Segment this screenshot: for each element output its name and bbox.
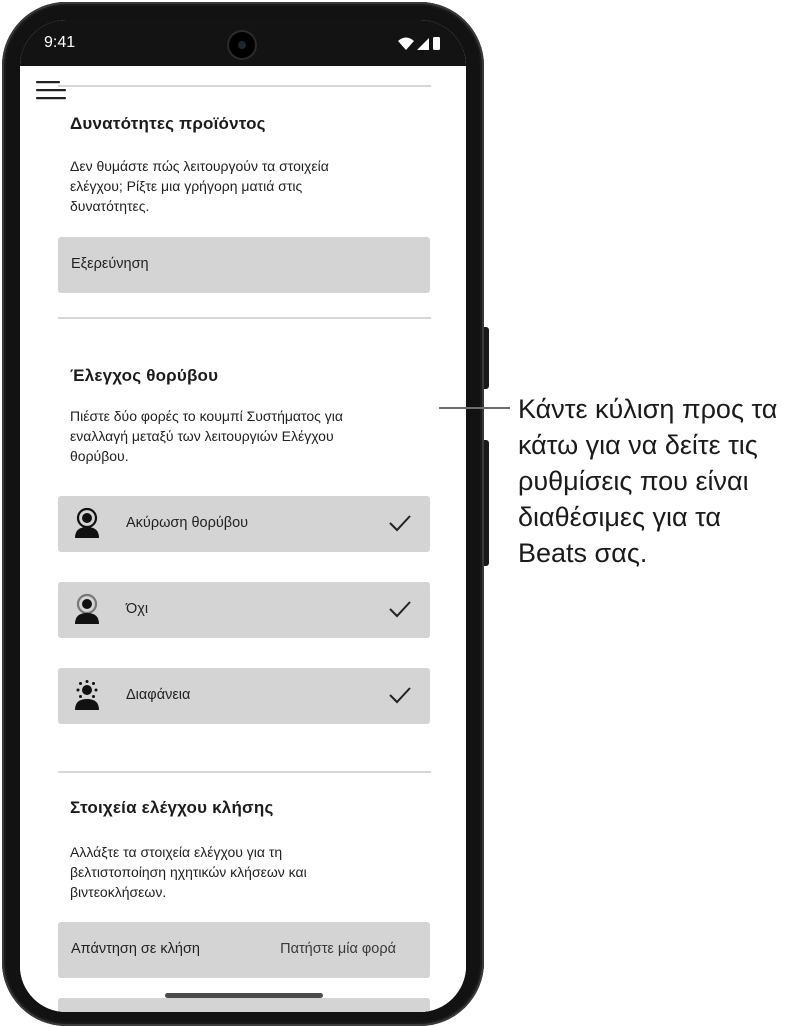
front-camera [229, 32, 255, 58]
battery-icon [433, 37, 440, 50]
transparency-icon [72, 679, 102, 711]
divider [58, 85, 431, 87]
noise-option-off[interactable] [58, 582, 430, 638]
status-icons [396, 35, 452, 53]
noise-off-icon [72, 593, 102, 625]
signal-icon [417, 38, 429, 50]
noise-option-transparency[interactable] [58, 668, 430, 724]
option-label: Ακύρωση θορύβου [126, 515, 249, 531]
wifi-icon [398, 38, 414, 51]
product-features-description: Δεν θυμάστε πώς λειτουργούν τα στοιχεία ελέγχου; Ρίξτε μια γρήγορη ματιά στις δυνατότητες. [70, 158, 329, 214]
answer-call-value: Πατήστε μία φορά [280, 941, 396, 957]
settings-content[interactable] [20, 66, 466, 1012]
answer-call-label: Απάντηση σε κλήση [71, 941, 200, 957]
checkmark-icon [388, 685, 412, 705]
phone-screen [20, 20, 466, 1012]
home-indicator[interactable] [165, 993, 323, 998]
call-controls-description: Αλλάξτε τα στοιχεία ελέγχου για τη βελτιστοποίηση ηχητικών κλήσεων και βιντεοκλήσεων. [70, 844, 307, 900]
explore-button[interactable] [58, 237, 430, 293]
menu-icon[interactable] [34, 78, 68, 104]
answer-call-row[interactable] [58, 922, 430, 978]
option-label: Όχι [126, 601, 149, 617]
call-controls-title: Στοιχεία ελέγχου κλήσης [70, 798, 274, 817]
volume-button [484, 327, 489, 389]
noise-control-title: Έλεγχος θορύβου [70, 366, 219, 385]
noise-option-cancellation[interactable] [58, 496, 430, 552]
phone-frame [2, 2, 484, 1026]
status-time: 9:41 [44, 34, 76, 51]
checkmark-icon [388, 599, 412, 619]
product-features-title: Δυνατότητες προϊόντος [70, 114, 266, 133]
explore-label: Εξερεύνηση [71, 256, 149, 272]
status-bar [20, 20, 466, 66]
checkmark-icon [388, 513, 412, 533]
option-label: Διαφάνεια [126, 687, 191, 703]
scroll-callout: Κάντε κύλιση προς τα κάτω για να δείτε τις ρυθμίσεις που είναι διαθέσιμες για τα Beats σας. [518, 394, 778, 568]
callout-leader-line [439, 407, 510, 409]
divider [58, 771, 431, 773]
divider [58, 317, 431, 319]
noise-cancellation-icon [72, 507, 102, 539]
power-button [484, 440, 489, 566]
noise-control-description: Πιέστε δύο φορές το κουμπί Συστήματος για εναλλαγή μεταξύ των λειτουργιών Ελέγχου θορύβου. [70, 408, 343, 464]
next-call-row[interactable] [58, 998, 430, 1012]
